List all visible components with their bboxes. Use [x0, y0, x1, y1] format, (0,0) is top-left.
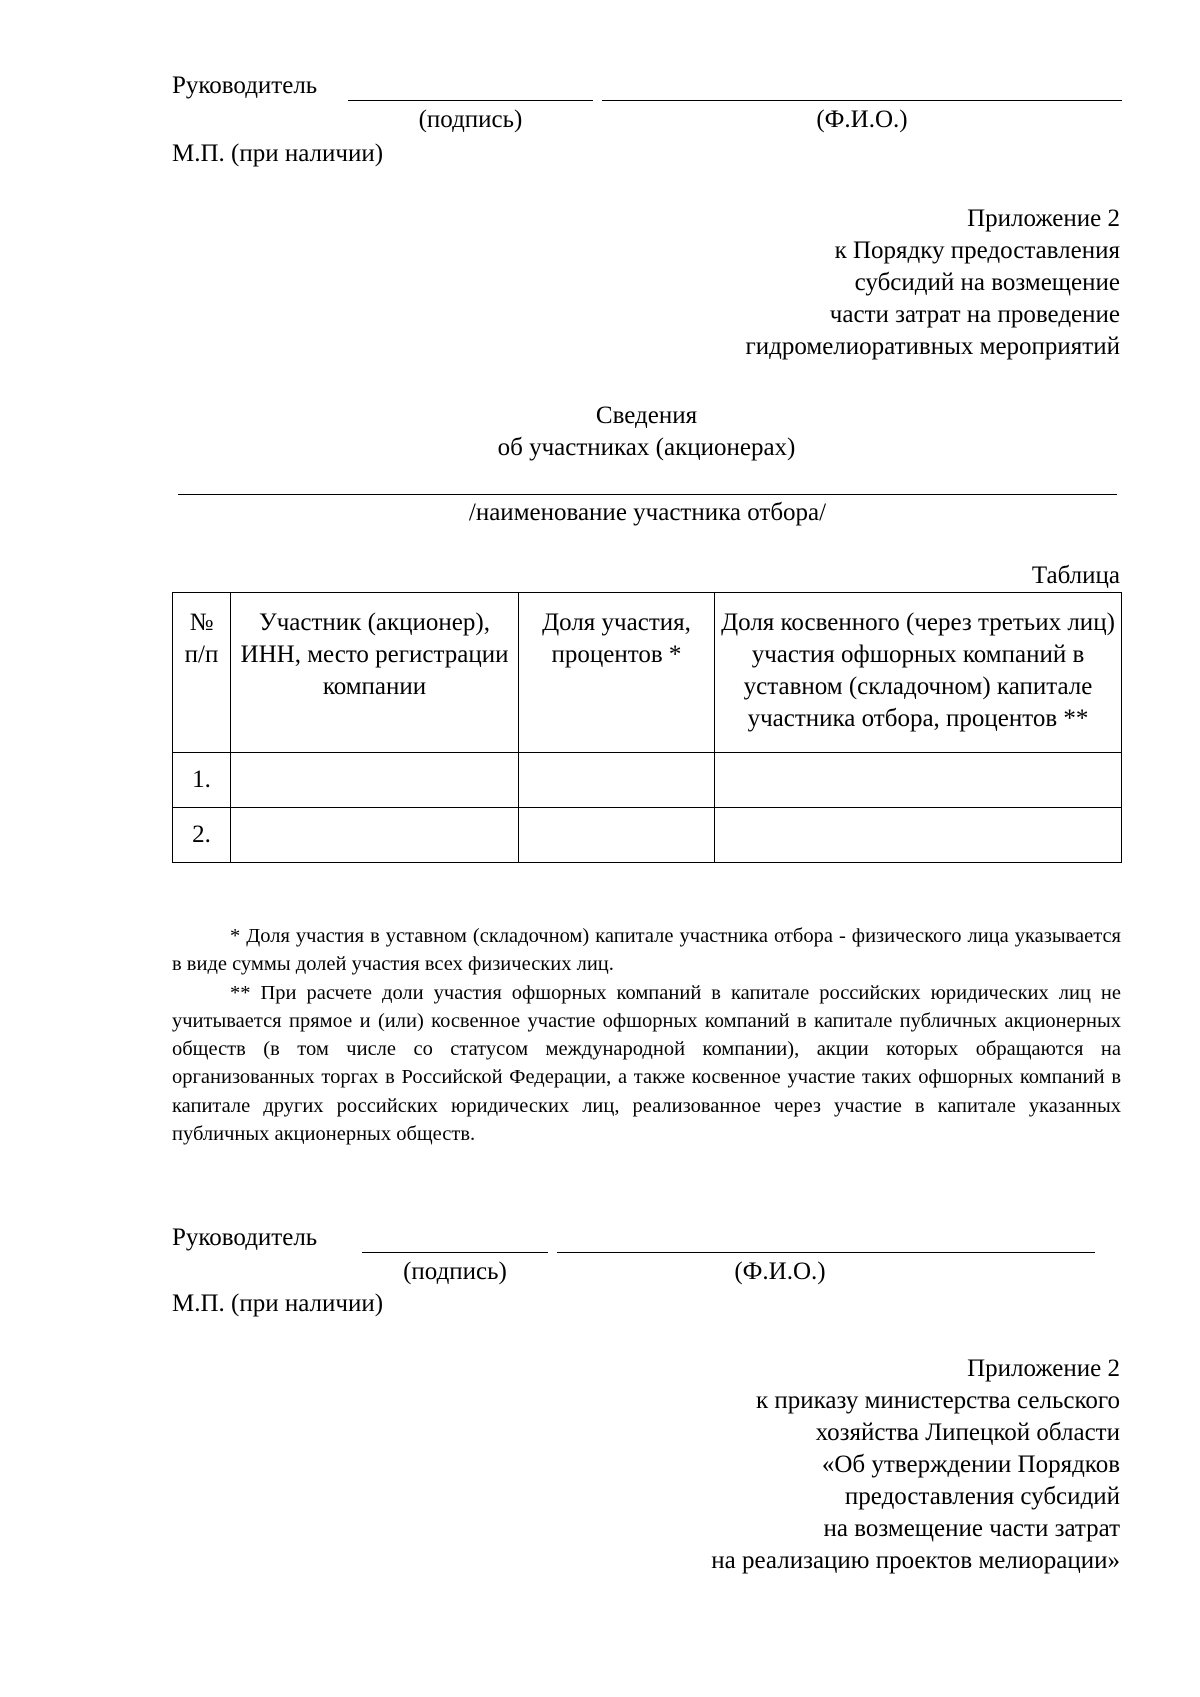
header-participant: Участник (акционер), ИНН, место регистрации компании: [231, 593, 519, 753]
appendix-header-1: [746, 203, 1121, 363]
signature-line: [348, 100, 593, 101]
participant-name-line: [178, 494, 1117, 495]
appendix-line: Приложение 2: [967, 205, 1120, 232]
appendix-line: Приложение 2: [967, 1355, 1120, 1382]
name-caption: (Ф.И.О.): [816, 106, 908, 133]
appendix-line: гидромелиоративных мероприятий: [745, 333, 1120, 360]
appendix-line: «Об утверждении Порядков: [821, 1451, 1120, 1478]
name-caption: (Ф.И.О.): [734, 1258, 826, 1285]
offshore-share-cell: [715, 808, 1122, 863]
appendix-line: хозяйства Липецкой области: [815, 1419, 1120, 1446]
share-cell: [519, 808, 715, 863]
header-share: Доля участия, процентов *: [519, 593, 715, 753]
appendix-line: предоставления субсидий: [844, 1483, 1120, 1510]
footnote-2: ** При расчете доли участия офшорных компаний в капитале российских юридических лиц не учитывается прямое и (или) косвенное участие офшорных компаний в капитале публичных акционерных обществ (в том числе со статусом международной компании), акции которых обращаются на организованных торгах в Российской Федерации, а также косвенное участие таких офшорных компаний в капитале других российских юридических лиц, реализованное через участие в капитале указанных публичных акционерных обществ.: [172, 981, 1121, 1146]
table-row: [173, 808, 1122, 863]
participant-cell: [231, 808, 519, 863]
form-title: Сведения: [595, 402, 698, 429]
header-offshore-share: Доля косвенного (через третьих лиц) участия офшорных компаний в уставном (складочном) капитале участника отбора, процентов **: [715, 593, 1122, 753]
stamp-label: М.П. (при наличии): [172, 140, 384, 167]
participants-table: [172, 592, 1122, 863]
signature-caption: (подпись): [418, 106, 523, 133]
head-label: Руководитель: [172, 72, 318, 99]
appendix-line: части затрат на проведение: [829, 301, 1120, 328]
stamp-label: М.П. (при наличии): [172, 1290, 384, 1317]
appendix-line: на реализацию проектов мелиорации»: [711, 1547, 1120, 1574]
table-label: Таблица: [1031, 562, 1120, 589]
participant-name-caption: /наименование участника отбора/: [468, 499, 827, 526]
share-cell: [519, 753, 715, 808]
table-row: [173, 753, 1122, 808]
name-line: [557, 1252, 1095, 1253]
row-number: 1.: [173, 753, 231, 808]
form-subtitle: об участниках (акционерах): [497, 434, 796, 461]
appendix-header-2: [711, 1353, 1120, 1577]
signature-caption: (подпись): [403, 1258, 507, 1285]
appendix-line: к приказу министерства сельского: [755, 1387, 1120, 1414]
name-line: [602, 100, 1122, 101]
signature-line: [362, 1252, 548, 1253]
appendix-line: к Порядку предоставления: [834, 237, 1120, 264]
appendix-line: субсидий на возмещение: [854, 269, 1120, 296]
table-header-row: [173, 593, 1122, 753]
footnote-1: * Доля участия в уставном (складочном) капитале участника отбора - физического лица указывается в виде суммы долей участия всех физических лиц.: [172, 925, 1121, 976]
header-number: № п/п: [173, 593, 231, 753]
appendix-line: на возмещение части затрат: [823, 1515, 1120, 1542]
footnotes: [172, 922, 1121, 1148]
offshore-share-cell: [715, 753, 1122, 808]
head-label: Руководитель: [172, 1224, 318, 1251]
row-number: 2.: [173, 808, 231, 863]
participant-cell: [231, 753, 519, 808]
